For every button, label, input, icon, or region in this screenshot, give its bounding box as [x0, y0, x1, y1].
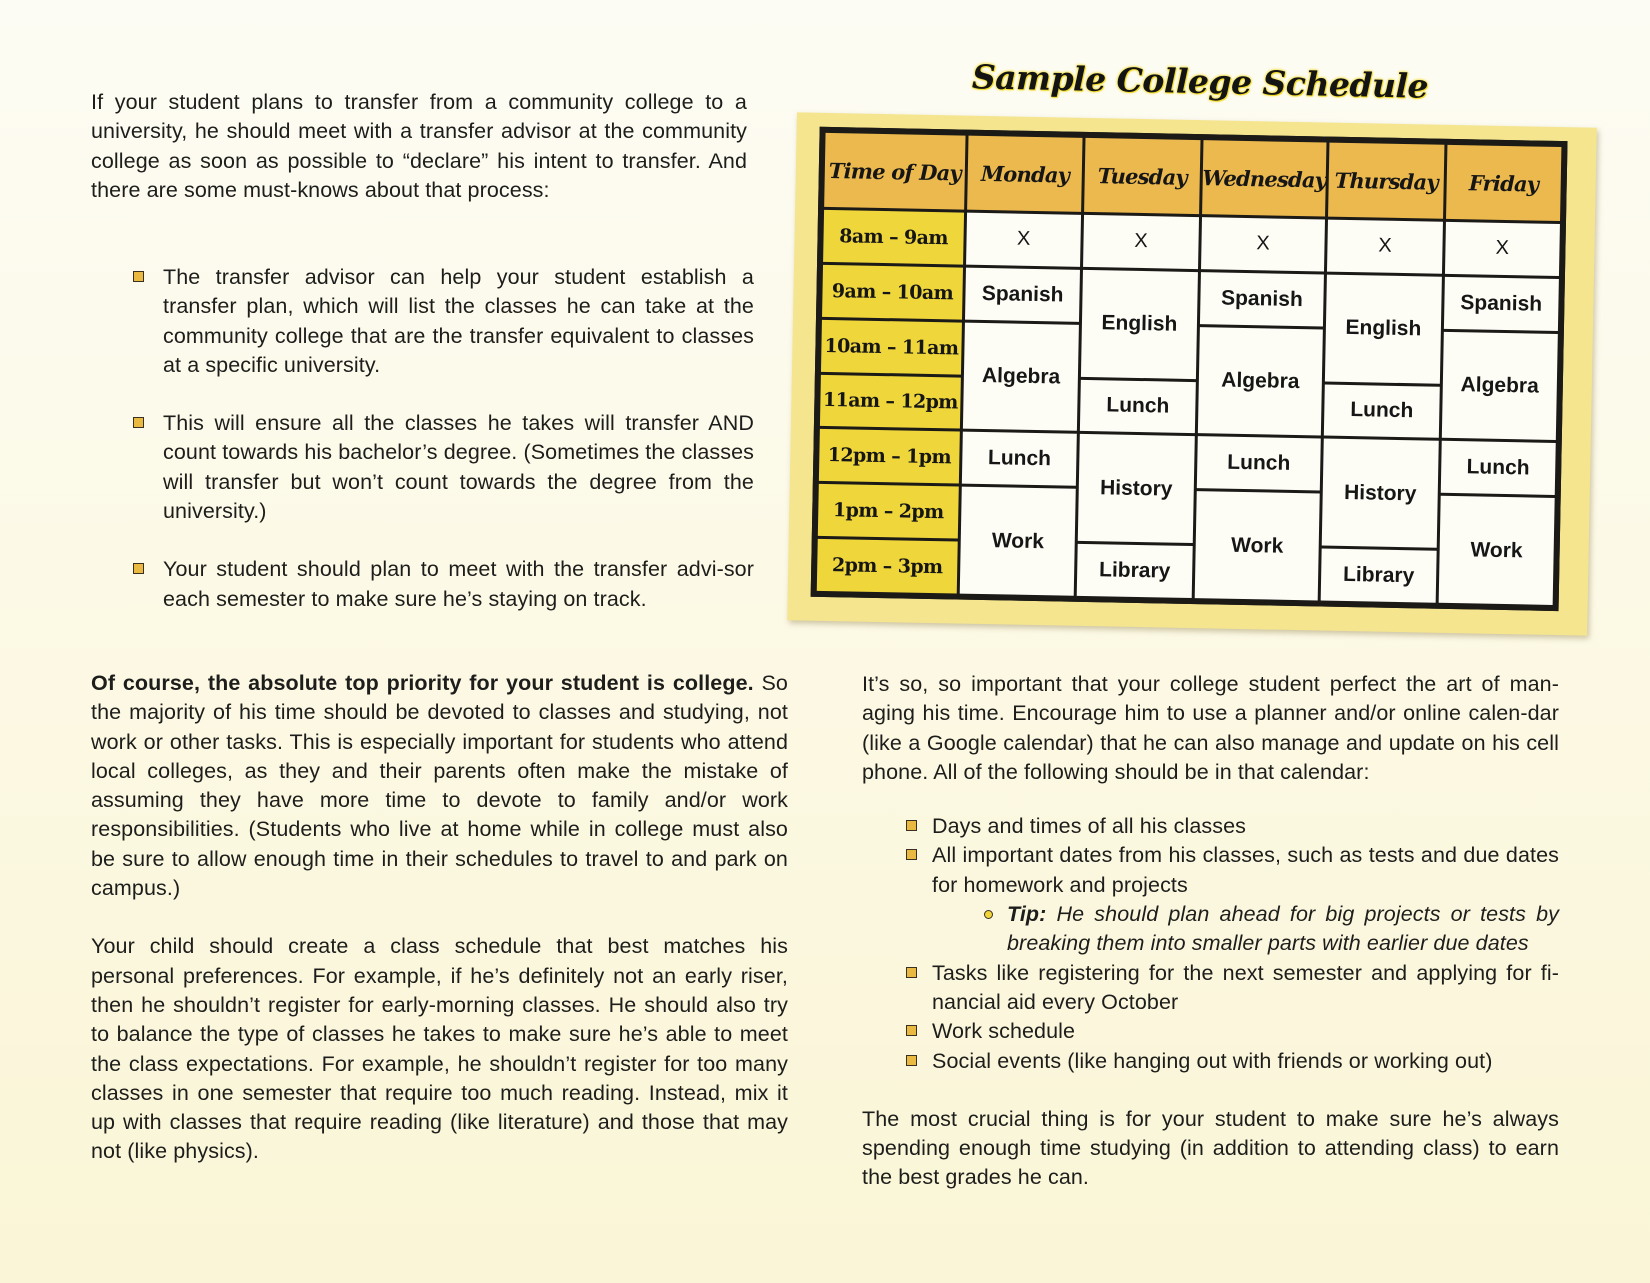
- intro-text: If your student plans to transfer from a community college to a university, he should meet with a transfer advisor at the community college as soon as possible to “declare” his intent to transfer. And there are some must-knows about that process:: [91, 90, 747, 202]
- tip-text: He should plan ahead for big projects or tests by breaking them into smaller parts with earlier due dates: [1007, 902, 1559, 956]
- list-item-text: Your student should plan to meet with the transfer advi-sor each semester to make sure he’s staying on track.: [163, 557, 754, 611]
- square-bullet-icon: [906, 1055, 917, 1066]
- list-item: [130, 555, 754, 614]
- class-cell: Lunch: [1440, 441, 1555, 495]
- class-cell: Work: [1194, 491, 1320, 600]
- class-cell: History: [1078, 434, 1194, 543]
- class-cell: X: [1201, 217, 1326, 271]
- header-monday: Monday: [967, 136, 1083, 212]
- schedule-title: Sample College Schedule: [971, 57, 1429, 106]
- square-bullet-icon: [906, 820, 917, 831]
- list-item: [906, 841, 1559, 958]
- class-cell: Lunch: [1196, 437, 1321, 491]
- class-cell: X: [1445, 222, 1560, 276]
- class-cell: Algebra: [1198, 327, 1324, 436]
- header-friday: Friday: [1446, 145, 1562, 221]
- transfer-list: [130, 263, 754, 643]
- class-cell: History: [1322, 439, 1438, 548]
- circle-bullet-icon: [984, 910, 993, 919]
- time-slot: 11am – 12pm: [820, 374, 961, 429]
- schedule-card: [787, 112, 1597, 635]
- list-item: [130, 263, 754, 380]
- list-item-text: All important dates from his classes, such as tests and due dates for homework and projects: [932, 843, 1559, 897]
- schedule-paragraph: Your child should create a class schedule that best matches his personal preferences. For example, if he’s definitely not an early riser, then he shouldn’t register for early-morning classes. He should also try to balance the type of classes he takes to make sure he’s able to meet the class expectations. For example, he shouldn’t register for too many classes in one semester that require too much reading. Instead, mix it up with classes that require reading (like literature) and those that may not (like physics).: [91, 934, 788, 1164]
- class-cell: English: [1081, 270, 1197, 379]
- time-management-paragraph: It’s so, so important that your college student perfect the art of man-aging his time. Encourage him to use a planner and/or online calen-dar (like a Google calendar) that he can also manage and update on his cell phone. All of the following should be in that calendar:: [862, 672, 1559, 784]
- header-wednesday: Wednesday: [1202, 140, 1327, 216]
- square-bullet-icon: [133, 417, 144, 428]
- list-item: [906, 959, 1559, 1018]
- class-cell: X: [966, 213, 1081, 267]
- header-tuesday: Tuesday: [1084, 138, 1200, 214]
- list-item-text: Days and times of all his classes: [932, 814, 1246, 839]
- list-item: [906, 1017, 1559, 1046]
- time-slot: 12pm – 1pm: [819, 429, 960, 484]
- list-item-text: Social events (like hanging out with friends or working out): [932, 1048, 1493, 1073]
- square-bullet-icon: [133, 563, 144, 574]
- intro-paragraph: [91, 88, 747, 205]
- class-cell: Work: [960, 487, 1076, 596]
- list-item: [130, 409, 754, 526]
- list-item: [906, 1047, 1559, 1076]
- class-cell: Algebra: [963, 322, 1079, 431]
- square-bullet-icon: [906, 967, 917, 978]
- priority-body: So the majority of his time should be devoted to classes and studying, not work or other tasks. This is especially important for students who attend local colleges, as they and their parents often make the mistake of assuming they have more time to devote to family and/or work responsibilities. (Students who live at home while in college must also be sure to allow enough time in their schedules to travel to and park on campus.): [91, 671, 788, 901]
- tip-label: Tip:: [1007, 902, 1047, 927]
- square-bullet-icon: [133, 271, 144, 282]
- square-bullet-icon: [906, 1025, 917, 1036]
- right-column: [862, 670, 1559, 1193]
- list-item-text: This will ensure all the classes he takes will transfer AND count towards his bachelor’s degree. (Sometimes the classes will transfer but won’t count towards the degree from the university.): [163, 411, 754, 524]
- list-item-text: The transfer advisor can help your student establish a transfer plan, which will list the classes he can take at the community college that are the transfer equivalent to classes at a specific university.: [163, 265, 754, 377]
- header-time-of-day: Time of Day: [824, 133, 965, 210]
- closing-paragraph: The most crucial thing is for your student to make sure he’s always spending enough time studying (in addition to attending class) to earn the best grades he can.: [862, 1106, 1559, 1190]
- class-cell: Lunch: [1080, 379, 1195, 433]
- square-bullet-icon: [906, 849, 917, 860]
- class-cell: Algebra: [1441, 332, 1557, 441]
- list-item-text: Tasks like registering for the next semester and applying for fi-nancial aid every October: [932, 960, 1559, 1014]
- tip-item: [1007, 900, 1559, 959]
- class-cell: Library: [1077, 544, 1192, 598]
- time-slot: 2pm – 3pm: [817, 539, 958, 594]
- list-item: [906, 812, 1559, 841]
- class-cell: Work: [1438, 496, 1554, 605]
- class-cell: Spanish: [965, 267, 1080, 321]
- class-cell: Library: [1321, 549, 1436, 603]
- calendar-list: [906, 812, 1559, 1076]
- class-cell: X: [1327, 220, 1442, 274]
- list-item-text: Work schedule: [932, 1019, 1076, 1044]
- time-slot: 1pm – 2pm: [818, 484, 959, 539]
- header-thursday: Thursday: [1328, 143, 1444, 219]
- time-slot: 8am – 9am: [823, 210, 964, 265]
- time-slot: 10am – 11am: [821, 320, 962, 375]
- priority-paragraph: [91, 669, 788, 903]
- schedule-table: [811, 127, 1568, 611]
- class-cell: Lunch: [1324, 384, 1439, 438]
- left-column: [91, 669, 788, 1167]
- class-cell: Spanish: [1444, 277, 1559, 331]
- class-cell: English: [1325, 274, 1441, 383]
- class-cell: X: [1083, 215, 1198, 269]
- time-slot: 9am – 10am: [822, 265, 963, 320]
- priority-lead: Of course, the absolute top priority for your student is college.: [91, 671, 754, 695]
- class-cell: Spanish: [1200, 272, 1325, 326]
- class-cell: Lunch: [962, 432, 1077, 486]
